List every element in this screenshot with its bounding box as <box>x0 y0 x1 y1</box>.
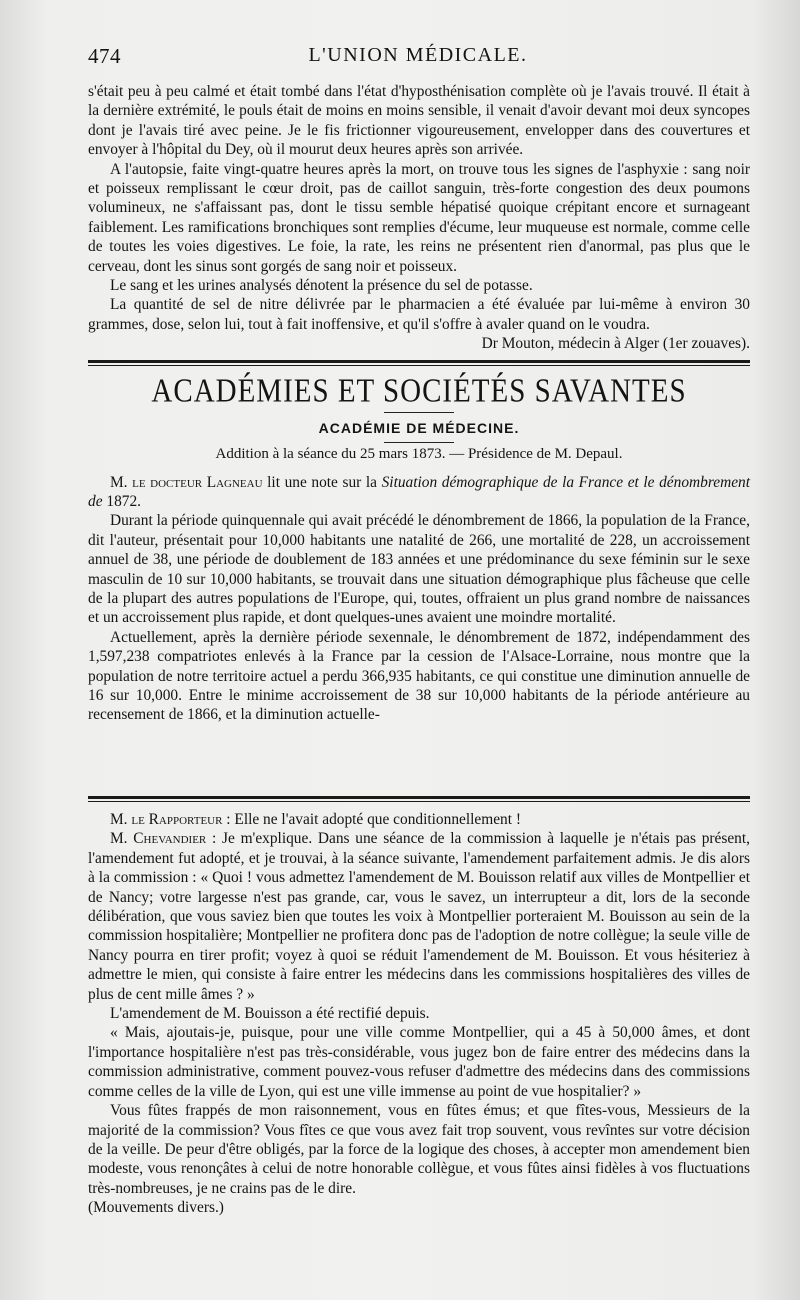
session-line: Addition à la séance du 25 mars 1873. — Présidence de M. Depaul. <box>215 446 623 463</box>
article-continuation <box>88 82 750 725</box>
paragraph: s'était peu à peu calmé et était tombé dans l'état d'hyposthénisation complète où je l'avais trouvé. Il était à la dernière extrémité, le pouls était de moins en moins sensible, il venait d'avoir devant moi deux syncopes dont je l'avais tiré avec peine. Je le fis frictionner vigoureusement, envelopper dans des couvertures et envoyer à l'hôpital du Dey, où il mourut deux heures après son arrivée. <box>88 83 750 159</box>
speaker-label: M. le Rapporteur : <box>110 811 231 828</box>
paragraph: A l'autopsie, faite vingt-quatre heures après la mort, on trouve tous les signes de l'asphyxie : sang noir et poisseux remplissant le cœur droit, pas de caillot sanguin, très-forte congestion des deux poumons volumineux, ne s'affaissant pas, dont le tissu semble hépatisé quoique crépitant encore et surnageant faiblement. Les ramifications bronchiques sont remplies d'écume, leur muqueuse est normale, comme celle de toutes les voies digestives. Le foie, la rate, les reins ne présentent rien d'anormal, pas plus que le cerveau, dont les sinus sont gorgés de sang noir et poisseux. <box>88 160 750 275</box>
paragraph: L'amendement de M. Bouisson a été rectifié depuis. <box>110 1005 430 1023</box>
paragraph: Actuellement, après la dernière période sexennale, le dénombrement de 1872, indépendamment des 1,597,238 compatriotes enlevés à la France par la cession de l'Alsace-Lorraine, nous montre que la population de notre territoire actuel a perdu 366,935 habitants, ce qui constitue une diminution annuelle de 16 sur 10,000. Entre le minime accroissement de 38 sur 10,000 habitants de la période antérieure au recensement de 1866, et la diminution actuelle- <box>88 628 750 724</box>
paragraph: Vous fûtes frappés de mon raisonnement, vous en fûtes émus; et que fîtes-vous, Messieurs de la majorité de la commission? Vous fîtes ce que vous avez fait trop souvent, vous revîntes sur votre décision de la veille. De peur d'être obligés, par la force de la logique des choses, à accepter mon amendement bien modeste, vous renonçâtes à celui de notre honorable collègue, et vous fûtes ainsi fidèles à vos fluctuations très-nombreuses, je ne crains pas de le dire. <box>88 1102 750 1197</box>
stage-direction: (Mouvements divers.) <box>88 1199 224 1217</box>
speaker-name: M. le docteur Lagneau <box>110 473 263 491</box>
section-divider <box>88 360 750 366</box>
page-header <box>88 36 748 76</box>
page-number: 474 <box>88 44 121 68</box>
debate-transcript <box>88 810 750 1218</box>
title-rule <box>384 412 454 413</box>
speech-text: Je m'explique. Dans une séance de la commission à laquelle je n'étais pas présent, l'amendement fut adopté, et je trouvai, à la séance suivante, l'amendement parfaitement admis. Je dis alors à la commission : « Quoi ! vous admettez l'amendement de M. Bouisson relatif aux villes de Montpellier et de Nancy; votre largesse n'est pas grande, car, vous le savez, un interrupteur a dit, lors de la seconde délibération, que vous saviez bien que toutes les voix à Montpellier porteraient M. Bouisson au sein de la commission hospitalière; Montpellier ne profitera donc pas de l'adoption de notre collègue; la seule ville de Nancy pourra en tirer profit; voyez à quoi se réduit l'amendement de M. Bouisson. Et vous hésiteriez à admettre le mien, qui consiste à faire entrer les médecins dans les commissions hospitalières des villes de plus de cent mille âmes ? » <box>88 830 751 1003</box>
note-title: Situation démographique de la France et le dénombrement de <box>88 473 750 510</box>
section-title: ACADÉMIES ET SOCIÉTÉS SAVANTES <box>151 372 687 410</box>
paragraph: Durant la période quinquennale qui avait précédé le dénombrement de 1866, la population de la France, dit l'auteur, présentait pour 10,000 habitants une natalité de 266, une mortalité de 228, un accroissement annuel de 38, une période de doublement de 183 années et une prédominance du sexe féminin sur le sexe masculin de 10 sur 10,000 habitants, se trouvait dans une situation démographique plus fâcheuse que celle de la plupart des autres populations de l'Europe, qui, toutes, offraient un plus grand nombre de naissances et un accroissement plus rapide, et dont quelques-unes avaient une moindre mortalité. <box>88 512 750 627</box>
paragraph: La quantité de sel de nitre délivrée par le pharmacien a été évaluée par lui-même à environ 30 grammes, dose, selon lui, tout à fait inoffensive, et qu'il s'offre à avaler quand on le voudra. <box>88 296 750 333</box>
paragraph: « Mais, ajoutais-je, puisque, pour une ville comme Montpellier, qui a 45 à 50,000 âmes, et dont l'importance hospitalière n'est pas très-considérable, vous jugez bon de faire entrer des médecins dans la commission administrative, comment pouvez-vous refuser d'admettre des médecins dans des commissions comme celles de la ville de Lyon, qui est une ville immense au point de vue hospitalier? » <box>88 1024 750 1100</box>
intro-paragraph <box>88 473 750 512</box>
running-title: L'UNION MÉDICALE. <box>308 44 528 66</box>
author-signature: Dr Mouton, médecin à Alger (1er zouaves). <box>481 335 750 353</box>
note-year: 1872. <box>102 492 142 510</box>
speech <box>88 810 750 829</box>
speaker-label: M. Chevandier : <box>110 830 217 848</box>
speech <box>88 829 750 1004</box>
paragraph: Le sang et les urines analysés dénotent la présence du sel de potasse. <box>110 277 533 295</box>
intro-text: lit une note sur la <box>262 473 382 491</box>
speech-text: Elle ne l'avait adopté que conditionnellement ! <box>230 811 521 828</box>
academy-heading: ACADÉMIE DE MÉDECINE. <box>318 419 520 436</box>
heading-rule <box>384 442 454 443</box>
column-divider <box>88 796 750 802</box>
